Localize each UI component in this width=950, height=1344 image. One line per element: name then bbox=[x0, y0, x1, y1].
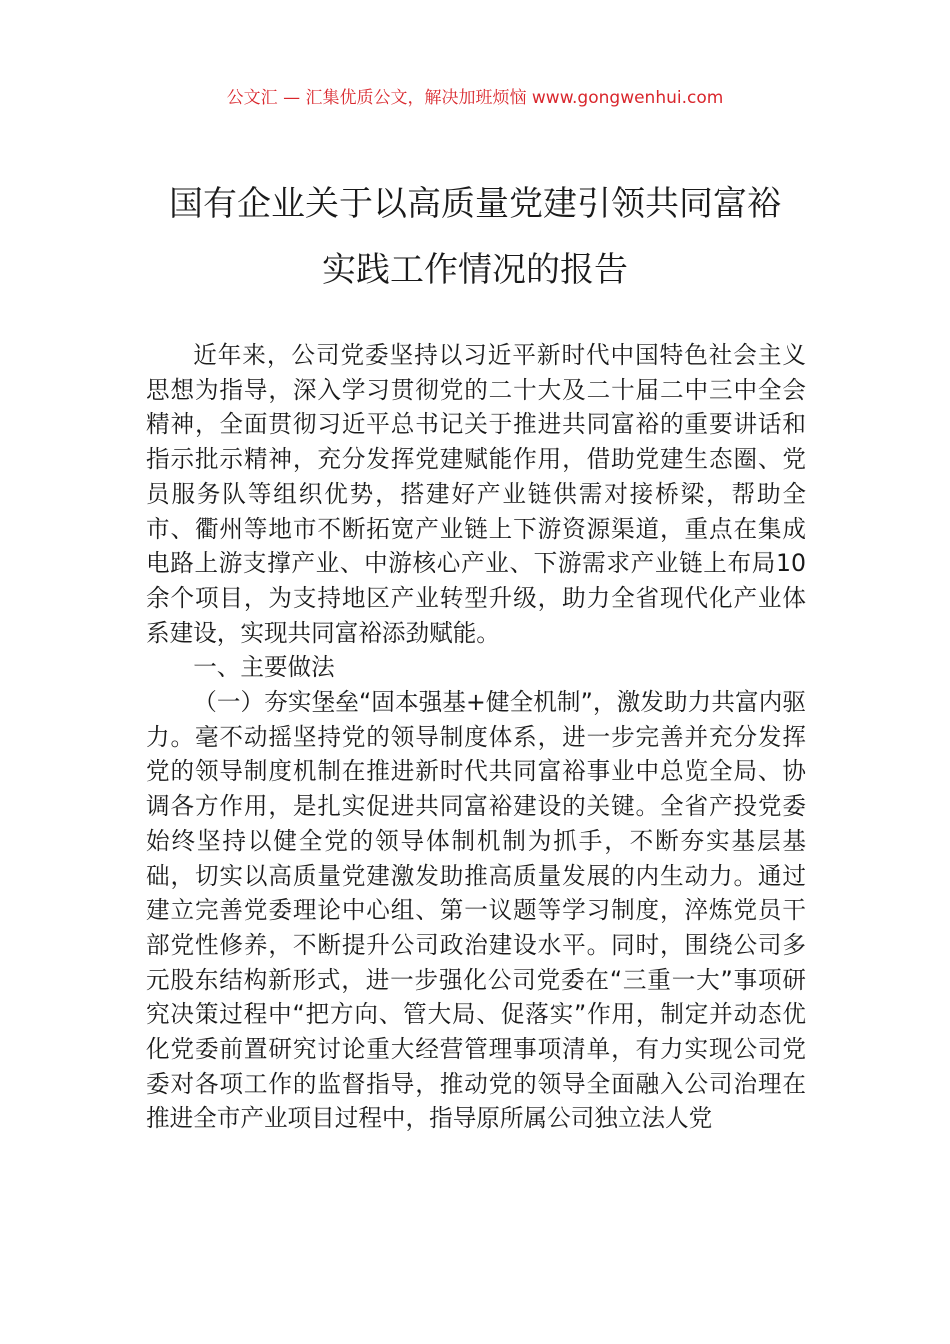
document-body bbox=[146, 338, 806, 1136]
section-heading-main-practices: 一、主要做法 bbox=[193, 653, 335, 682]
document-title-line-1: 国有企业关于以高质量党建引领共同富裕 bbox=[169, 184, 781, 224]
header-banner: 公文汇 — 汇集优质公文，解决加班烦恼 www.gongwenhui.com bbox=[226, 88, 724, 108]
paragraph-subsection-1: （一）夯实堡垒“固本强基+健全机制”，激发助力共富内驱力。毫不动摇坚持党的领导制度体系，进一步完善并充分发挥党的领导制度机制在推进新时代共同富裕事业中总览全局、协调各方作用，是扎实促进共同富裕建设的关键。全省产投党委始终坚持以健全党的领导体制机制为抓手，不断夯实基层基础，切实以高质量党建激发助推高质量发展的内生动力。通过建立完善党委理论中心组、第一议题等学习制度，淬炼党员干部党性修养，不断提升公司政治建设水平。同时，围绕公司多元股东结构新形式，进一步强化公司党委在“三重一大”事项研究决策过程中“把方向、管大局、促落实”作用，制定并动态优化党委前置研究讨论重大经营管理事项清单，有力实现公司党委对各项工作的监督指导，推动党的领导全面融入公司治理在推进全市产业项目过程中，指导原所属公司独立法人党 bbox=[146, 688, 806, 1133]
document-title-line-2: 实践工作情况的报告 bbox=[322, 250, 628, 290]
paragraph-intro: 近年来，公司党委坚持以习近平新时代中国特色社会主义思想为指导，深入学习贯彻党的二十大及二十届二中三中全会精神，全面贯彻习近平总书记关于推进共同富裕的重要讲话和指示批示精神，充分发挥党建赋能作用，借助党建生态圈、党员服务队等组织优势，搭建好产业链供需对接桥梁，帮助全市、衢州等地市不断拓宽产业链上下游资源渠道，重点在集成电路上游支撑产业、中游核心产业、下游需求产业链上布局10余个项目，为支持地区产业转型升级，助力全省现代化产业体系建设，实现共同富裕添劲赋能。 bbox=[146, 341, 806, 647]
